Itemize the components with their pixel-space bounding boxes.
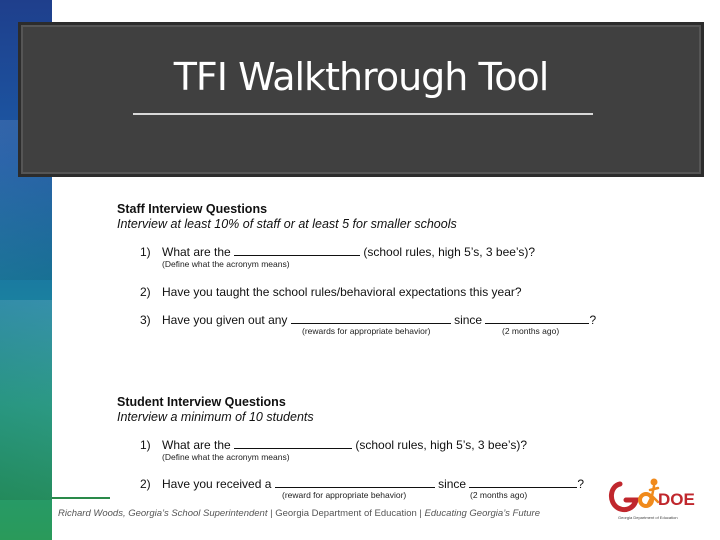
question-text-end: (school rules, high 5’s, 3 bee’s)? (352, 438, 528, 452)
answer-blank (275, 477, 435, 488)
title-banner (18, 22, 704, 177)
page-title: TFI Walkthrough Tool (173, 55, 549, 99)
question-text (162, 245, 535, 259)
question-text (162, 313, 596, 327)
staff-q3-hint-reward: (rewards for appropriate behavior) (302, 326, 431, 336)
question-text (162, 477, 584, 491)
footer-department: | Georgia Department of Education | (267, 508, 425, 519)
question-text-start: Have you received a (162, 477, 275, 491)
staff-section-header (117, 202, 457, 231)
student-q2-hint-time: (2 months ago) (470, 490, 528, 500)
question-number: 2) (140, 285, 151, 299)
footer-tagline: Educating Georgia’s Future (424, 508, 540, 519)
staff-section-subtitle: Interview at least 10% of staff or at least 5 for smaller schools (117, 217, 457, 231)
staff-q1-hint: (Define what the acronym means) (162, 259, 290, 269)
footer-text (58, 508, 540, 519)
question-text-end: ? (589, 313, 597, 327)
question-text-mid: since (450, 313, 486, 327)
student-q1-hint: (Define what the acronym means) (162, 452, 290, 462)
question-text: Have you taught the school rules/behavioral expectations this year? (162, 285, 522, 299)
footer-accent-line (52, 497, 110, 499)
student-section-subtitle: Interview a minimum of 10 students (117, 410, 314, 424)
question-number: 1) (140, 245, 151, 259)
question-text-start: What are the (162, 438, 235, 452)
logo-caption: Georgia Department of Education (618, 515, 678, 520)
logo-doe-text: DOE (658, 490, 695, 509)
question-text-start: What are the (162, 245, 235, 259)
question-text-start: Have you given out any (162, 313, 291, 327)
answer-blank (485, 313, 589, 324)
question-text-end: ? (577, 477, 585, 491)
answer-blank (234, 438, 352, 449)
title-underline (133, 113, 593, 115)
question-text-mid: since (434, 477, 470, 491)
question-number: 3) (140, 313, 151, 327)
logo-figure-head (651, 479, 658, 486)
logo-g-shape (611, 484, 636, 510)
question-number: 2) (140, 477, 151, 491)
strip-shade (0, 300, 52, 500)
student-section-title: Student Interview Questions (117, 395, 286, 409)
question-text-end: (school rules, high 5’s, 3 bee’s)? (360, 245, 536, 259)
answer-blank (234, 245, 360, 256)
answer-blank (469, 477, 577, 488)
question-text (162, 438, 527, 452)
student-q2-hint-reward: (reward for appropriate behavior) (282, 490, 407, 500)
student-section-header (117, 395, 314, 424)
staff-section-title: Staff Interview Questions (117, 202, 268, 216)
answer-blank (291, 313, 451, 324)
footer-superintendent: Richard Woods, Georgia’s School Superintendent (58, 508, 268, 519)
question-number: 1) (140, 438, 151, 452)
staff-q3-hint-time: (2 months ago) (502, 326, 560, 336)
